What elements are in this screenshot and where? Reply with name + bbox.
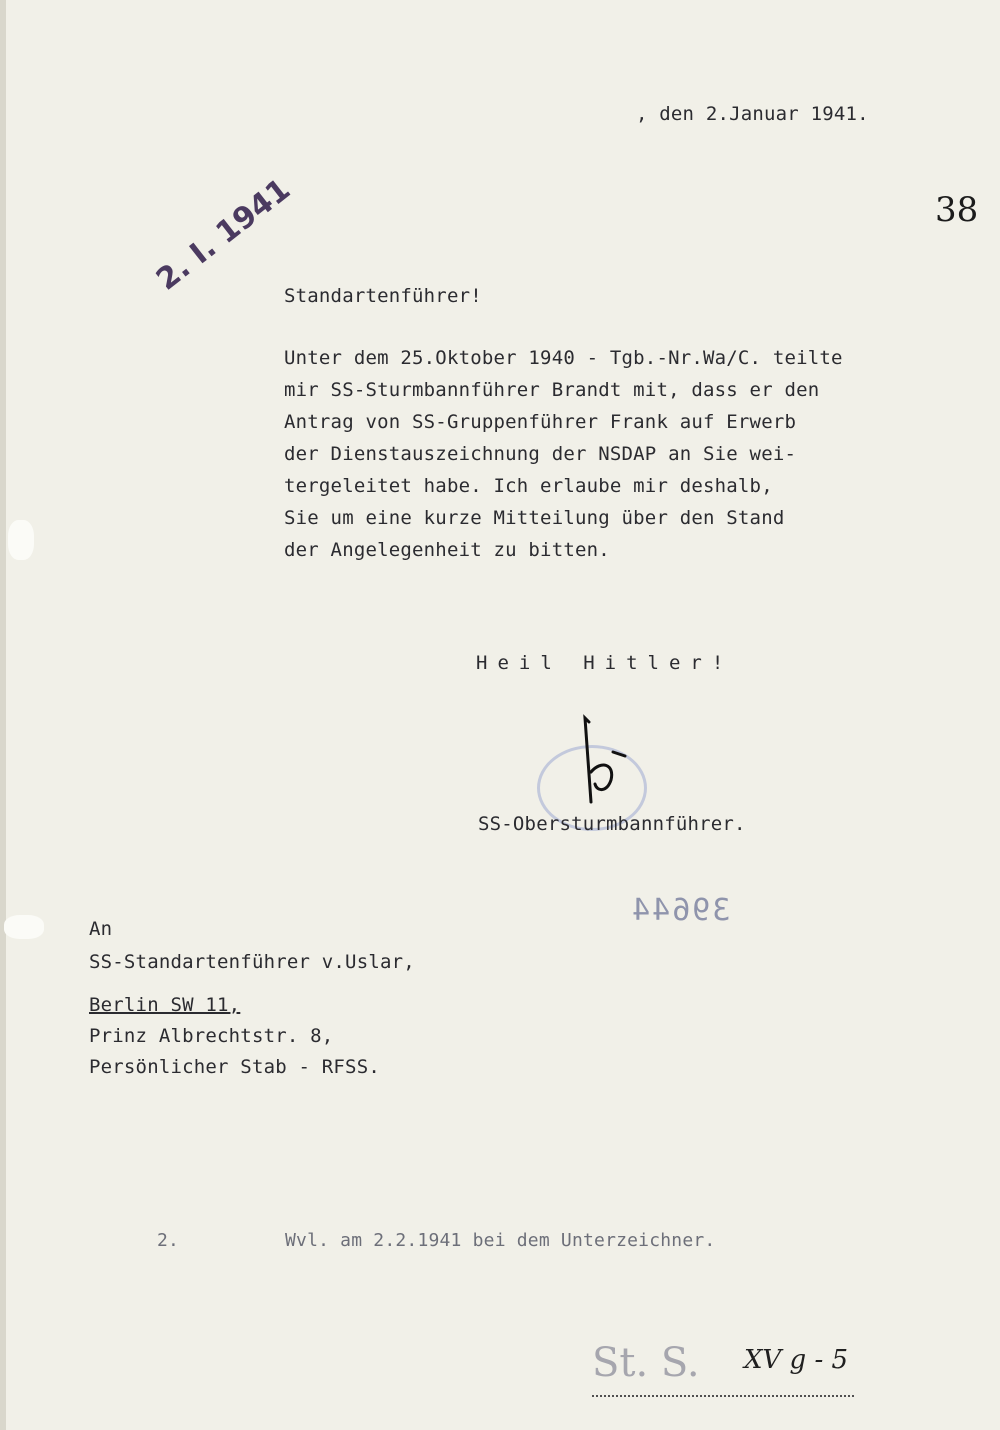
address-recipient: SS-Standartenführer v.Uslar, — [89, 951, 415, 973]
body-line: mir SS-Sturmbannführer Brandt mit, dass er den — [284, 379, 820, 401]
body-line: Antrag von SS-Gruppenführer Frank auf Erwerb — [284, 411, 797, 433]
address-office: Persönlicher Stab - RFSS. — [89, 1056, 380, 1078]
closing-salutation: Heil Hitler! — [476, 652, 734, 674]
paper-damage — [4, 915, 44, 939]
archive-underline — [592, 1395, 854, 1397]
page-number: 38 — [935, 190, 979, 230]
body-line: Sie um eine kurze Mitteilung über den Stand — [284, 507, 785, 529]
receipt-date-stamp: 2. I. 1941 — [150, 171, 298, 298]
address-street: Prinz Albrechtstr. 8, — [89, 1025, 334, 1047]
signature-rank: SS-Obersturmbannführer. — [478, 813, 746, 835]
registration-number-stamp: 39644 — [630, 893, 731, 928]
paper-edge — [0, 0, 6, 1430]
paper-damage — [8, 520, 34, 560]
body-line: der Dienstauszeichnung der NSDAP an Sie wei- — [284, 443, 797, 465]
archive-reference: XV g - 5 — [744, 1345, 849, 1375]
footer-number: 2. — [157, 1230, 180, 1251]
footer-note: Wvl. am 2.2.1941 bei dem Unterzeichner. — [285, 1230, 716, 1251]
archive-stamp: St. S. — [592, 1340, 700, 1386]
salutation: Standartenführer! — [284, 285, 482, 307]
date-line: , den 2.Januar 1941. — [636, 103, 869, 125]
body-line: der Angelegenheit zu bitten. — [284, 539, 610, 561]
body-line: Unter dem 25.Oktober 1940 - Tgb.-Nr.Wa/C. teilte — [284, 347, 843, 369]
address-city: Berlin SW 11, — [89, 994, 241, 1016]
body-line: tergeleitet habe. Ich erlaube mir deshalb, — [284, 475, 773, 497]
address-to: An — [89, 918, 113, 940]
handwritten-signature — [567, 712, 637, 812]
